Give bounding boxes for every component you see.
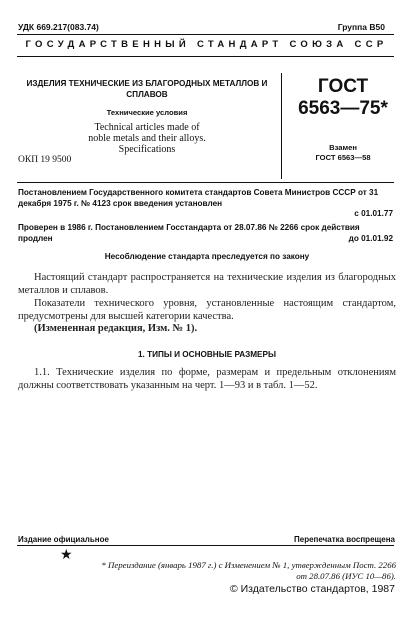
section-heading: 1. ТИПЫ И ОСНОВНЫЕ РАЗМЕРЫ	[137, 350, 276, 359]
footnote-line: от 28.07.86 (ИУС 10—86).	[296, 571, 396, 581]
title-english-line: noble metals and their alloys.	[88, 133, 206, 144]
header-rule-bottom	[17, 56, 394, 57]
penalty-notice: Несоблюдение стандарта преследуется по закону	[104, 252, 310, 261]
udk-code: УДК 669.217(083.74)	[18, 22, 99, 32]
footer-rule	[17, 545, 394, 546]
title-block	[18, 78, 276, 155]
title-english-line: Specifications	[118, 144, 176, 155]
replace-block	[288, 143, 398, 163]
gost-number-block	[288, 76, 398, 120]
star-icon: ★	[60, 548, 73, 563]
reprint-prohibited-label: Перепечатка воспрещена	[294, 535, 395, 544]
reprint-footnote	[18, 560, 396, 582]
footnote-line: * Переиздание (январь 1987 г.) с Изменением № 1, утвержденным Пост. 2266	[101, 560, 396, 570]
title-english	[18, 122, 276, 155]
paragraph-types: 1.1. Технические изделия по форме, размерам и предельным отклонениям должны соответствовать указанным на черт. 1—93 и в табл. 1—52.	[18, 367, 396, 391]
title-divider	[281, 73, 282, 179]
paragraph-scope: Настоящий стандарт распространяется на технические изделия из благородных металлов и сплавов.	[18, 272, 396, 296]
paragraph-quality: Показатели технического уровня, установленные настоящим стандартом, предусмотрены для высшей категории качества.	[18, 298, 396, 322]
decree-rule	[17, 182, 394, 183]
date-introduced: с 01.01.77	[354, 209, 393, 218]
okp-code: ОКП 19 9500	[18, 155, 72, 165]
decree-text: Постановлением Государственного комитета стандартов Совета Министров СССР от 31 декабря 1975 г. № 4123 срок введения установлен	[18, 188, 379, 208]
title-russian: ИЗДЕЛИЯ ТЕХНИЧЕСКИЕ ИЗ БЛАГОРОДНЫХ МЕТАЛЛОВ И СПЛАВОВ	[26, 79, 268, 99]
replace-value: ГОСТ 6563—58	[315, 153, 371, 162]
gost-label: ГОСТ	[317, 76, 369, 97]
replace-label: Взамен	[329, 143, 357, 152]
group-code: Группа В50	[337, 22, 385, 32]
gost-number: 6563—75*	[298, 98, 388, 119]
header-rule-top	[17, 34, 394, 35]
copyright: © Издательство стандартов, 1987	[229, 583, 395, 595]
date-valid-until: до 01.01.92	[348, 234, 393, 243]
checked-text: Проверен в 1986 г. Постановлением Госстандарта от 28.07.86 № 2266 срок действия продлен	[18, 223, 360, 243]
subtitle-russian: Технические условия	[106, 108, 188, 117]
title-english-line: Technical articles made of	[94, 122, 200, 133]
state-standard-banner: ГОСУДАРСТВЕННЫЙ СТАНДАРТ СОЮЗА ССР	[25, 39, 388, 50]
paragraph-amendment: (Измененная редакция, Изм. № 1).	[34, 323, 198, 334]
official-edition-label: Издание официальное	[18, 535, 109, 544]
